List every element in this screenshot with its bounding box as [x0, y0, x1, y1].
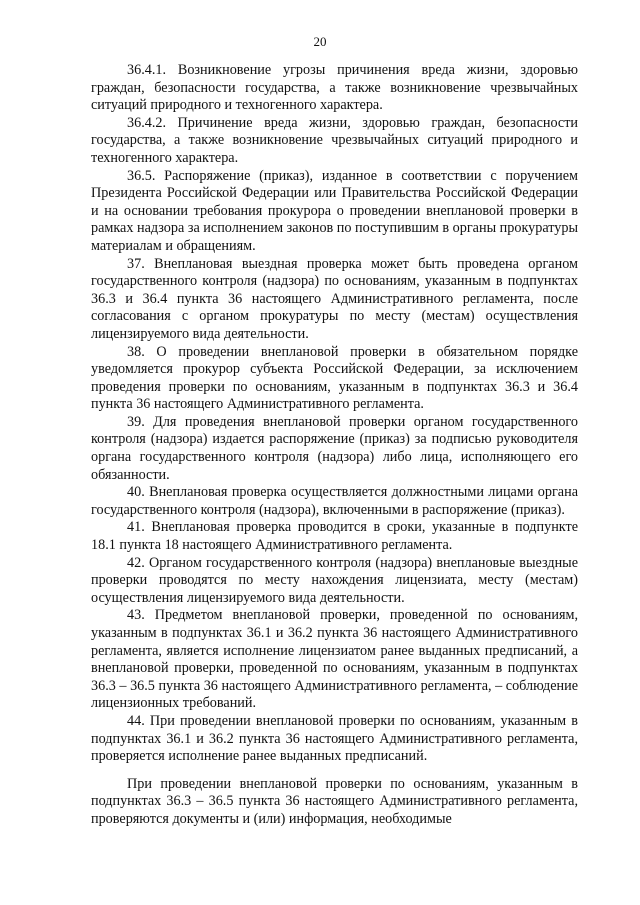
document-body	[91, 62, 578, 829]
paragraph-39: 39. Для проведения внеплановой проверки органом государственного контроля (надзора) издается распоряжение (приказ) за подписью руководителя органа государственного контроля (надзора) либо лица, исполняющего его обязанности.	[91, 413, 578, 483]
paragraph-43: 43. Предметом внеплановой проверки, проведенной по основаниям, указанным в подпунктах 36.1 и 36.2 пункта 36 настоящего Административного регламента, является исполнение лицензиатом ранее выданных предписаний, а внеплановой проверки, проведенной по основаниям, указанным в подпунктах 36.3 – 36.5 пункта 36 настоящего Административного регламента, – соблюдение лицензионных требований.	[91, 607, 578, 712]
paragraph-38: 38. О проведении внеплановой проверки в обязательном порядке уведомляется прокурор субъекта Российской Федерации, за исключением проведения проверки по основаниям, указанным в подпунктах 36.3 и 36.4 пункта 36 настоящего Административного регламента.	[91, 343, 578, 413]
paragraph-41: 41. Внеплановая проверка проводится в сроки, указанные в подпункте 18.1 пункта 18 настоящего Административного регламента.	[91, 519, 578, 554]
paragraph-42: 42. Органом государственного контроля (надзора) внеплановые выездные проверки проводятся по месту нахождения лицензиата, месту (местам) осуществления лицензируемого вида деятельности.	[91, 554, 578, 606]
paragraph-37: 37. Внеплановая выездная проверка может быть проведена органом государственного контроля (надзора) по основаниям, указанным в подпунктах 36.3 и 36.4 пункта 36 настоящего Административного регламента, после согласования с органом прокуратуры по месту (местам) осуществления лицензируемого вида деятельности.	[91, 255, 578, 342]
paragraph-44-continuation: При проведении внеплановой проверки по основаниям, указанным в подпунктах 36.3 – 36.5 пункта 36 настоящего Административного регламента, проверяются документы и (или) информация, необходимые	[91, 775, 578, 827]
paragraph-36-5: 36.5. Распоряжение (приказ), изданное в соответствии с поручением Президента Российской Федерации или Правительства Российской Федерации и на основании требования прокурора о проведении внеплановой проверки в рамках надзора за исполнением законов по поступившим в органы прокуратуры материалам и обращениям.	[91, 167, 578, 254]
paragraph-44: 44. При проведении внеплановой проверки по основаниям, указанным в подпунктах 36.1 и 36.2 пункта 36 настоящего Административного регламента, проверяется исполнение ранее выданных предписаний.	[91, 712, 578, 765]
page-number: 20	[313, 34, 327, 49]
paragraph-40: 40. Внеплановая проверка осуществляется должностными лицами органа государственного контроля (надзора), включенными в распоряжение (приказ).	[91, 484, 578, 518]
paragraph-36-4-2: 36.4.2. Причинение вреда жизни, здоровью граждан, безопасности государства, а также возникновение чрезвычайных ситуаций природного и техногенного характера.	[91, 114, 578, 166]
paragraph-36-4-1: 36.4.1. Возникновение угрозы причинения вреда жизни, здоровью граждан, безопасности государства, а также возникновение чрезвычайных ситуаций природного и техногенного характера.	[91, 62, 578, 114]
